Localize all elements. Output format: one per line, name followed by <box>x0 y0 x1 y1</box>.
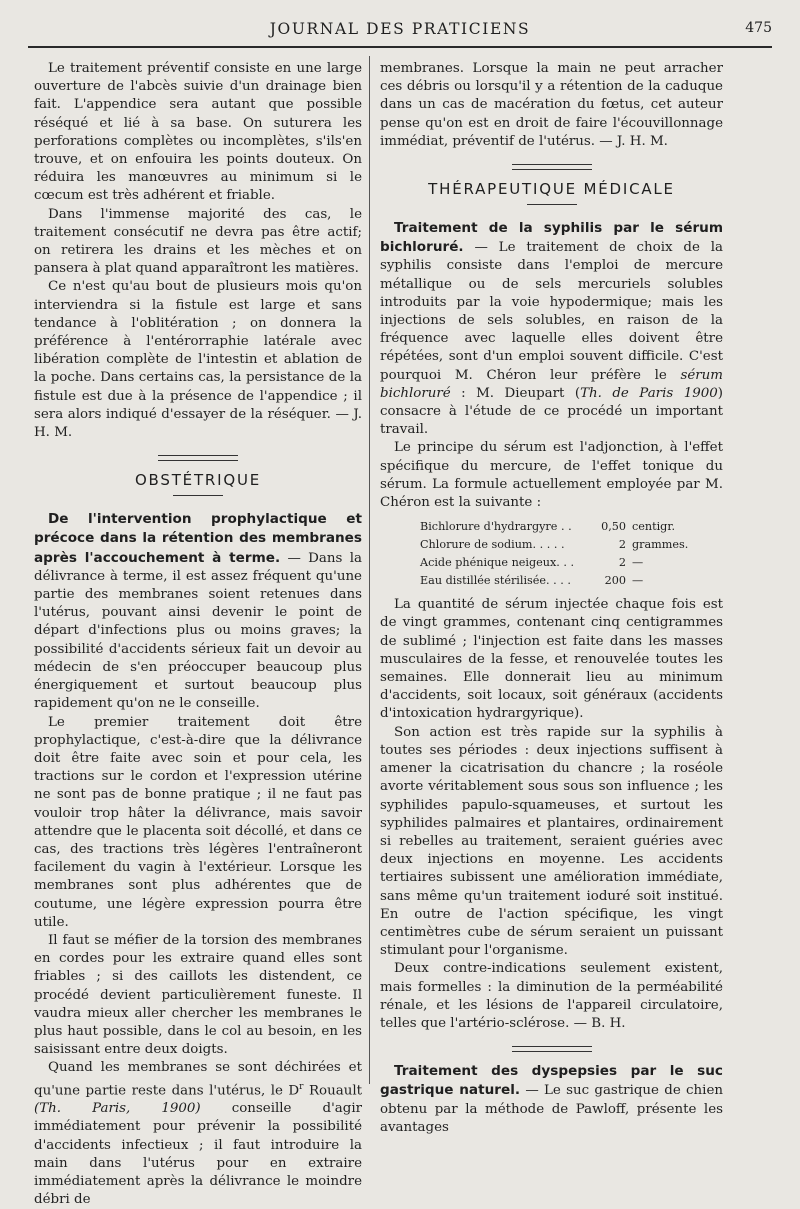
syphilis-paragraph-3: La quantité de sérum injectée chaque fois est de vingt grammes, contenant cinq centigrammes de sublimé ; l'injection est faite dans les masses musculaires de la fesse, et renouvelée toutes les semaines. Elle donnerait lieu au minimum d'accidents, soit locaux, soit généraux (accidents d'intoxication hydrargyrique). <box>380 597 723 722</box>
formula-ingredient: Bichlorure d'hydrargyre . . <box>420 520 572 534</box>
formula-quantity: 2 <box>618 556 626 570</box>
formula-quantity: 2 <box>618 538 626 552</box>
dyspepsie-article-lead <box>380 1062 723 1137</box>
doctor-abbrev-superscript: r <box>299 1081 304 1092</box>
syphilis-lead-end: ) consacre à l'étude de ce procédé un important travail. <box>380 385 723 438</box>
syphilis-paragraph-5: Deux contre-indications seulement existent, mais formelles : la diminution de la perméabilité rénale, et les lésions de l'appareil circulatoire, telles que l'artério-sclérose. — B. H. <box>380 961 723 1031</box>
obstetrique-paragraph-3-end: conseille d'agir immédiatement pour prévenir la possibilité d'accidents infectieux ; il faut introduire la main dans l'utérus pour en extraire immédiatement après la délivrance le moindre débri de <box>34 1101 362 1208</box>
formula-unit: — <box>632 574 644 588</box>
column-separator <box>369 56 370 1084</box>
section-title-obstetrique: OBSTÉTRIQUE <box>134 471 262 490</box>
section-title-therapeutique: THÉRAPEUTIQUE MÉDICALE <box>428 180 675 199</box>
formula-quantity: 0,50 <box>601 520 626 534</box>
section-divider <box>158 455 238 461</box>
obstetrique-paragraph-3-start: Quand les membranes se sont déchirées et qu'une partie reste dans l'utérus, le D <box>34 1060 362 1099</box>
formula-row <box>420 518 712 536</box>
obstetrique-article-lead <box>34 510 362 713</box>
syphilis-paragraph-4: Son action est très rapide sur la syphilis à toutes ses périodes : deux injections suffisent à amener la cicatrisation du chancre ; la roséole avorte véritablement sous sous son influence ; les syphilides papulo-squameuses, et surtout les syphilides palmaires et plantaires, ordinairement si rebelles au traitement, seraient guéries avec deux injections en moyenne. Les accidents tertiaires subissent une amélioration immédiate, sans même qu'un traitement ioduré soit institué. En outre de l'action spécifique, les vingt centimètres cube de sérum seraient un puissant stimulant pour l'organisme. <box>380 724 723 959</box>
continuation-paragraph: membranes. Lorsque la main ne peut arracher ces débris ou lorsqu'il y a rétention de la caduque dans un cas de macération du fœtus, cet auteur pense qu'on est en droit de faire l'écouvillonnage immédiat, préventif de l'utérus. — J. H. M. <box>380 61 723 149</box>
author-name: Rouault <box>303 1083 362 1099</box>
syphilis-lead-mid: : M. Dieupart ( <box>450 385 581 401</box>
formula-ingredient: Acide phénique neigeux. . . <box>420 556 575 570</box>
right-column <box>380 60 723 1137</box>
syphilis-paragraph-2: Le principe du sérum est l'adjonction, à l'effet spécifique du mercure, de l'effet tonique du sérum. La formule actuellement employée par M. Chéron est la suivante : <box>380 440 723 511</box>
page-header <box>28 16 772 48</box>
obstetrique-paragraph-1: Le premier traitement doit être prophylactique, c'est-à-dire que la délivrance doit être faite avec soin et pour cela, les tractions sur le cordon et l'expression utérine ne sont pas de bonne pratique ; il ne faut pas vouloir trop hâter la délivrance, mais savoir attendre que le placenta soit décollé, et dans ce cas, des tractions très légères l'entraîneront facilement du vagin à l'extérieur. Lorsque les membranes sont plus adhérentes que de coutume, une légère expression pourra être utile. <box>34 714 362 930</box>
intro-paragraph-2: Dans l'immense majorité des cas, le traitement consécutif ne devra pas être actif; on retirera les drains et les mèches et on pansera à plat quand apparaîtront les matières. <box>34 206 362 277</box>
formula-ingredient: Chlorure de sodium. . . . . <box>420 538 565 552</box>
section-underline-right <box>527 204 577 205</box>
obstetrique-article-lead-text: — Dans la délivrance à terme, il est assez fréquent qu'une partie des membranes soient retenues dans l'utérus, pouvant ainsi devenir le point de départ d'infections plus ou moins graves; la possibilité d'accidents sérieux fait un devoir au médecin de s'en préoccuper beaucoup plus énergiquement et surtout beaucoup plus rapidement qu'on ne le conseille. <box>34 550 362 712</box>
thesis-citation: (Th. Paris, 1900) <box>34 1101 201 1117</box>
article-divider <box>512 1046 592 1052</box>
dyspepsie-lead-text: — Le suc gastrique de chien obtenu par la méthode de Pawloff, présente les avantages <box>380 1083 723 1135</box>
formula-unit: — <box>632 556 644 570</box>
formula-unit: centigr. <box>632 520 676 534</box>
section-underline <box>173 495 223 496</box>
formula-row <box>420 572 712 590</box>
page-number: 475 <box>745 20 772 36</box>
dyspepsie-article-title: Traitement des dyspepsies par le suc gastrique naturel. <box>380 1063 723 1099</box>
syphilis-lead-text: — Le traitement de choix de la syphilis consiste dans l'emploi de mercure métallique ou de sels mercuriels solubles introduits par la voie hypodermique; mais les injections de sels solubles, en raison de la fréquence avec laquelle elles doivent être répétées, sont d'un emploi souvent difficile. C'est pourquoi M. Chéron leur préfère le <box>380 240 723 383</box>
obstetrique-paragraph-2: Il faut se méfier de la torsion des membranes en cordes pour les extraire quand elles sont friables ; si des caillots les distendent, ce procédé devient particulièrement funeste. Il vaudra mieux aller chercher les membranes le plus haut possible, dans le col au besoin, en les saisissant entre deux doigts. <box>34 932 362 1058</box>
formula-unit: grammes. <box>632 538 689 552</box>
dieupart-citation: Th. de Paris 1900 <box>580 385 718 401</box>
formula-quantity: 200 <box>604 574 626 588</box>
obstetrique-article-title: De l'intervention prophylactique et précoce dans la rétention des membranes après l'accouchement à terme. <box>34 511 362 566</box>
intro-paragraph-1: Le traitement préventif consiste en une large ouverture de l'abcès suivie d'un drainage bien fait. L'appendice sera autant que possible réséqué et lié à sa base. On suturera les perforations complètes ou incomplètes, s'ils'en trouve, et on enfouira les points douteux. On réduira les manœuvres au minimum si le cœcum est très adhérent et friable. <box>34 61 362 204</box>
serum-formula-table <box>420 518 712 590</box>
left-column <box>34 60 362 1209</box>
syphilis-article-title: Traitement de la syphilis par le sérum bichloruré. <box>380 220 723 256</box>
journal-title: JOURNAL DES PRATICIENS <box>269 20 531 38</box>
formula-row <box>420 536 712 554</box>
serum-name-italic: sérum bichloruré <box>380 367 723 401</box>
section-divider-right <box>512 164 592 170</box>
formula-ingredient: Eau distillée stérilisée. . . . <box>420 574 571 588</box>
formula-row <box>420 554 712 572</box>
obstetrique-paragraph-3 <box>34 1059 362 1209</box>
intro-paragraph-3: Ce n'est qu'au bout de plusieurs mois qu'on interviendra si la fistule est large et sans tendance à l'oblitération ; on donnera la préférence à l'entérorraphie latérale avec libération complète de l'intestin et ablation de la poche. Dans certains cas, la persistance de la fistule est due à la présence de l'appendice ; il sera alors indiqué d'essayer de la réséquer. — J. H. M. <box>34 279 362 441</box>
syphilis-article-lead <box>380 219 723 439</box>
